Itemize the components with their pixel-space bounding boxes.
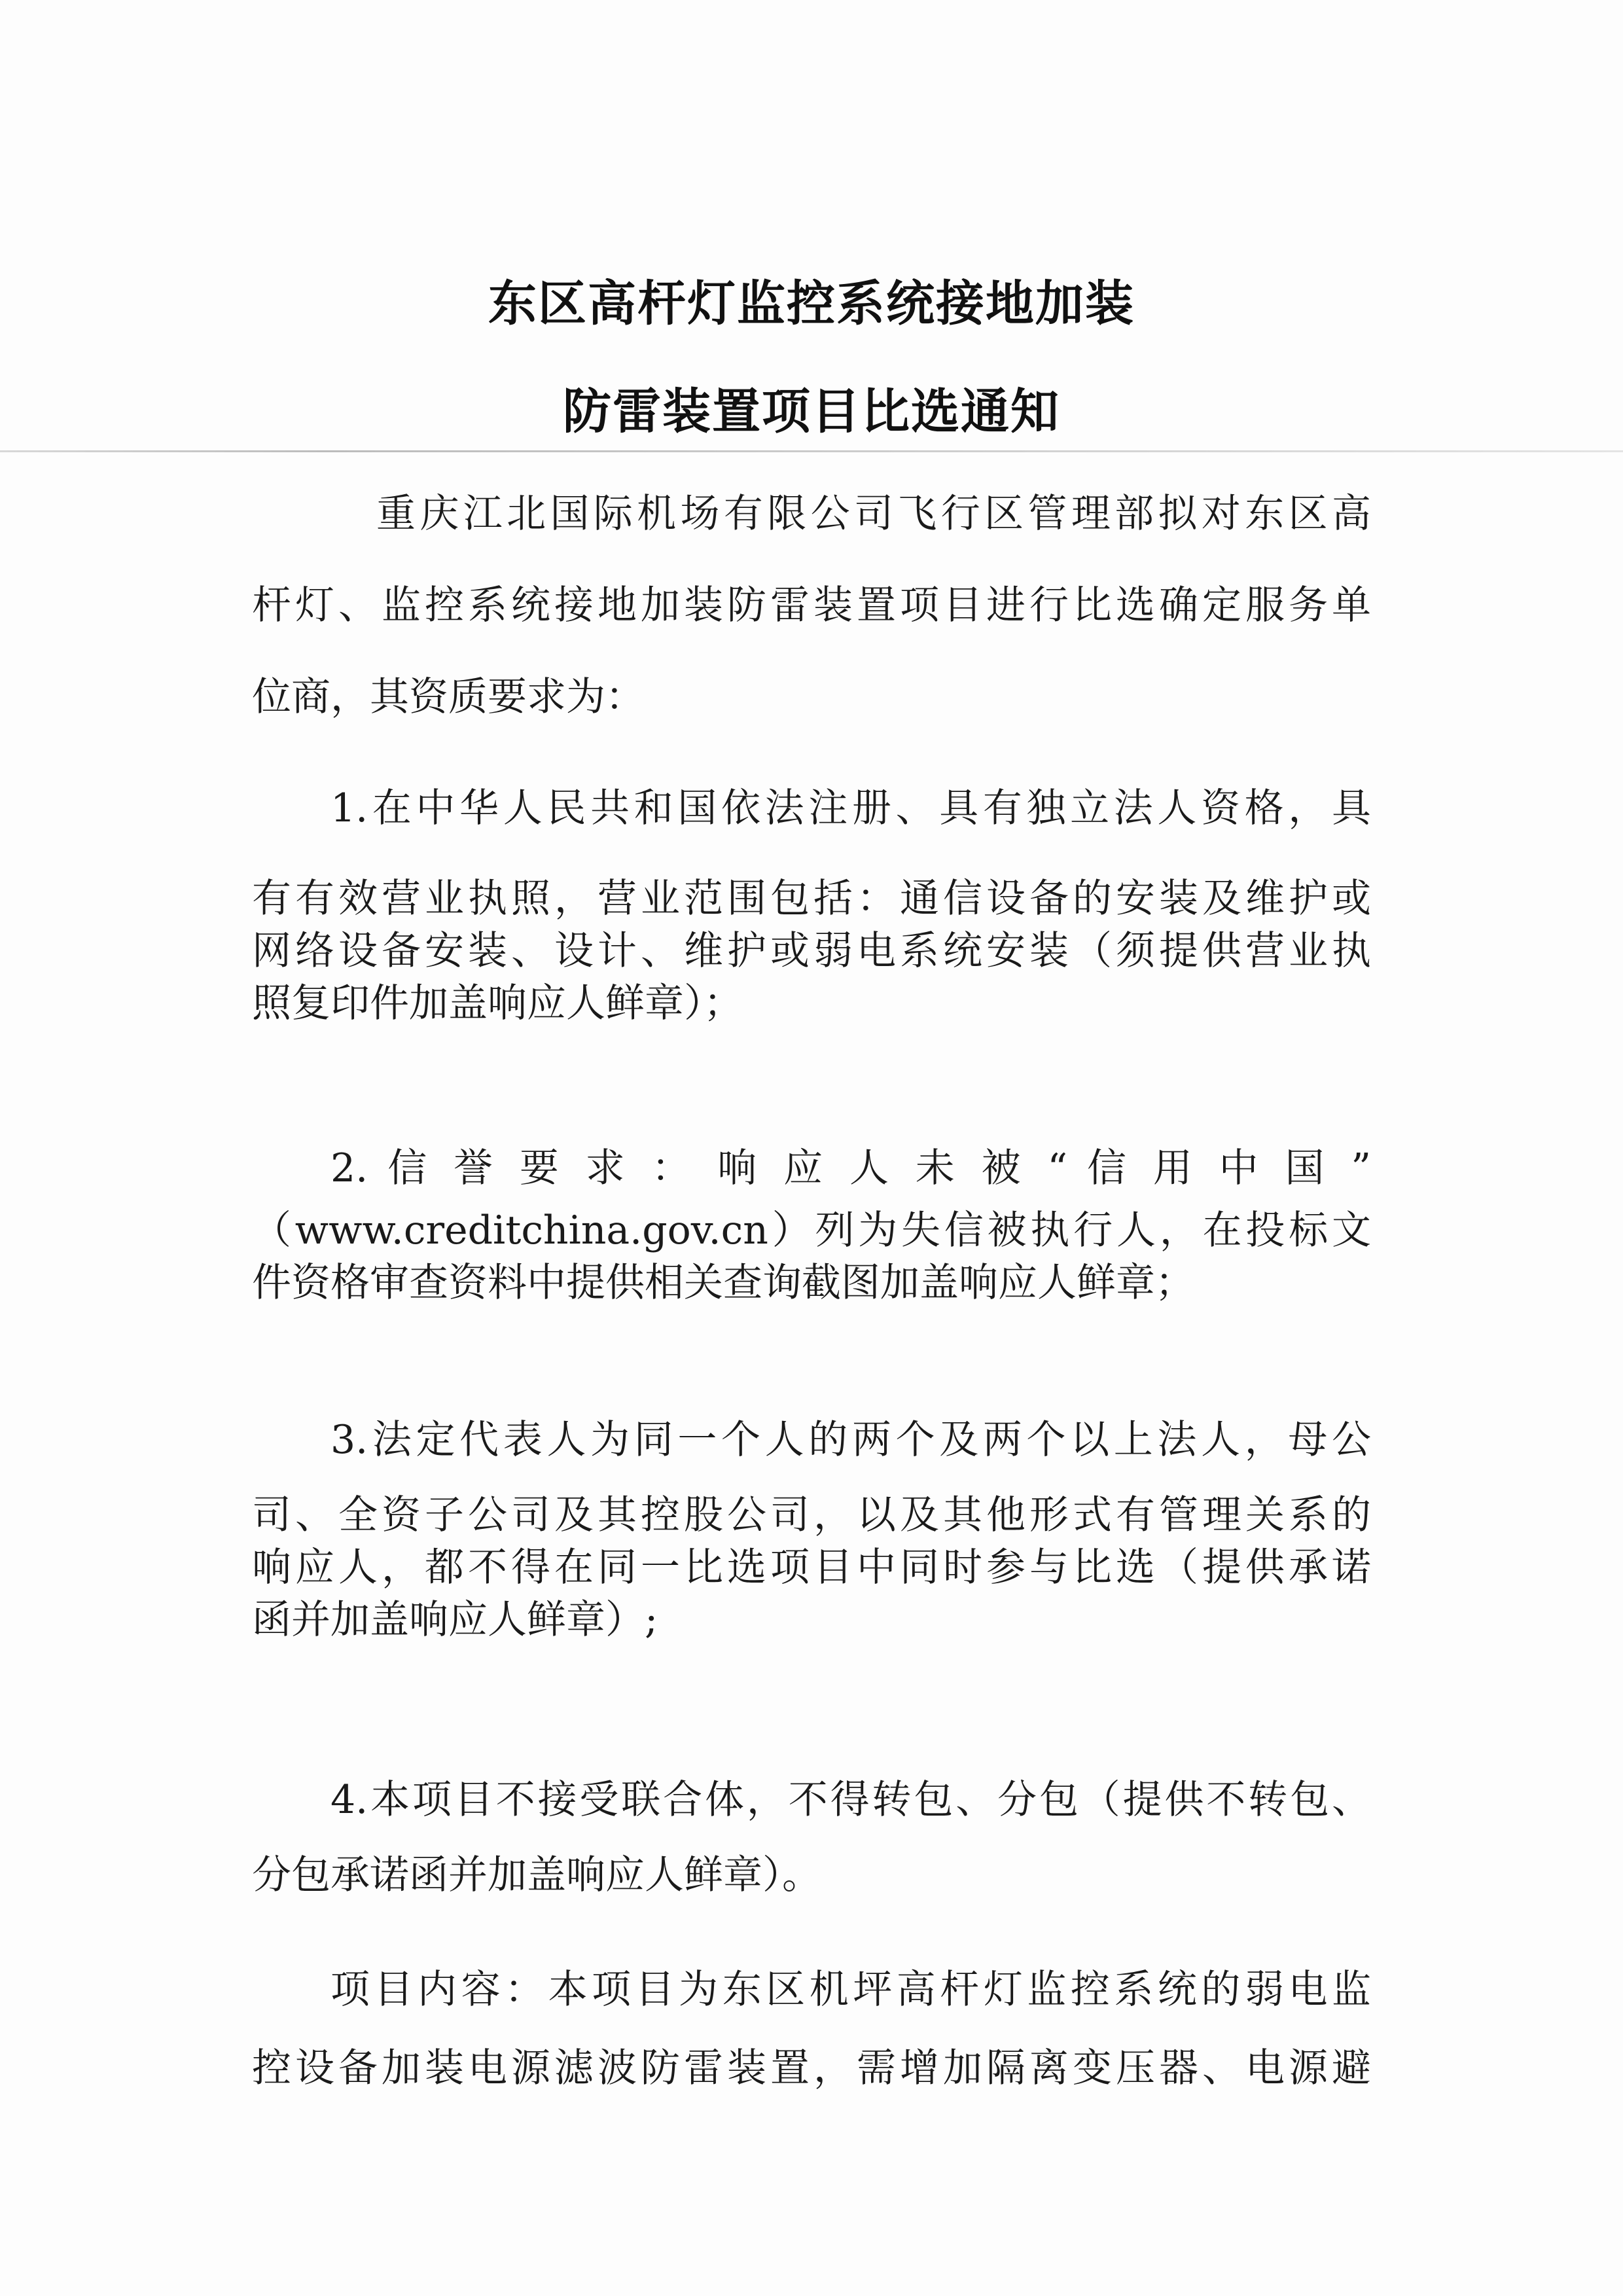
- requirement-3-line-4: 函并加盖响应人鲜章）;: [252, 1597, 658, 1643]
- intro-line-2: 杆灯、监控系统接地加装防雷装置项目进行比选确定服务单: [252, 583, 1371, 628]
- requirement-4-line-1: 4.本项目不接受联合体，不得转包、分包（提供不转包、: [330, 1777, 1371, 1823]
- requirement-1-line-3: 网络设备安装、设计、维护或弱电系统安装（须提供营业执: [252, 928, 1371, 974]
- scan-divider-line: [0, 450, 1623, 452]
- intro-line-3: 位商，其资质要求为：: [252, 674, 645, 720]
- intro-line-1: 重庆江北国际机场有限公司飞行区管理部拟对东区高: [376, 491, 1371, 537]
- requirement-1-line-1: 1.在中华人民共和国依法注册、具有独立法人资格，具: [330, 785, 1371, 831]
- document-title-line-1: 东区高杆灯监控系统接地加装: [488, 276, 1135, 332]
- requirement-2-line-1: 2. 信 誉 要 求 ： 响 应 人 未 被 “ 信 用 中 国 ”: [330, 1145, 1371, 1191]
- project-content-line-1: 项目内容：本项目为东区机坪高杆灯监控系统的弱电监: [330, 1967, 1371, 2013]
- project-content-paragraph: [252, 1964, 1371, 2132]
- requirement-2-line-2: （www.creditchina.gov.cn）列为失信被执行人，在投标文: [252, 1208, 1371, 1253]
- requirement-4-paragraph: [252, 1774, 1371, 1939]
- requirement-2-paragraph: [252, 1142, 1371, 1347]
- requirement-1-line-2: 有有效营业执照，营业范围包括：通信设备的安装及维护或: [252, 876, 1371, 922]
- intro-paragraph: [252, 488, 1371, 762]
- requirement-3-line-1: 3.法定代表人为同一个人的两个及两个以上法人，母公: [330, 1417, 1371, 1463]
- document-title-line-2: 防雷装置项目比选通知: [563, 384, 1060, 440]
- requirement-3-line-2: 司、全资子公司及其控股公司，以及其他形式有管理关系的: [252, 1492, 1371, 1538]
- requirement-1-paragraph: [252, 782, 1371, 1067]
- requirement-3-paragraph: [252, 1414, 1371, 1684]
- requirement-1-line-4: 照复印件加盖响应人鲜章）；: [252, 980, 743, 1026]
- requirement-2-line-3: 件资格审查资料中提供相关查询截图加盖响应人鲜章；: [252, 1260, 1194, 1306]
- project-content-line-2: 控设备加装电源滤波防雷装置，需增加隔离变压器、电源避: [252, 2045, 1371, 2091]
- requirement-4-line-2: 分包承诺函并加盖响应人鲜章）。: [252, 1852, 821, 1898]
- requirement-3-line-3: 响应人，都不得在同一比选项目中同时参与比选（提供承诺: [252, 1545, 1371, 1590]
